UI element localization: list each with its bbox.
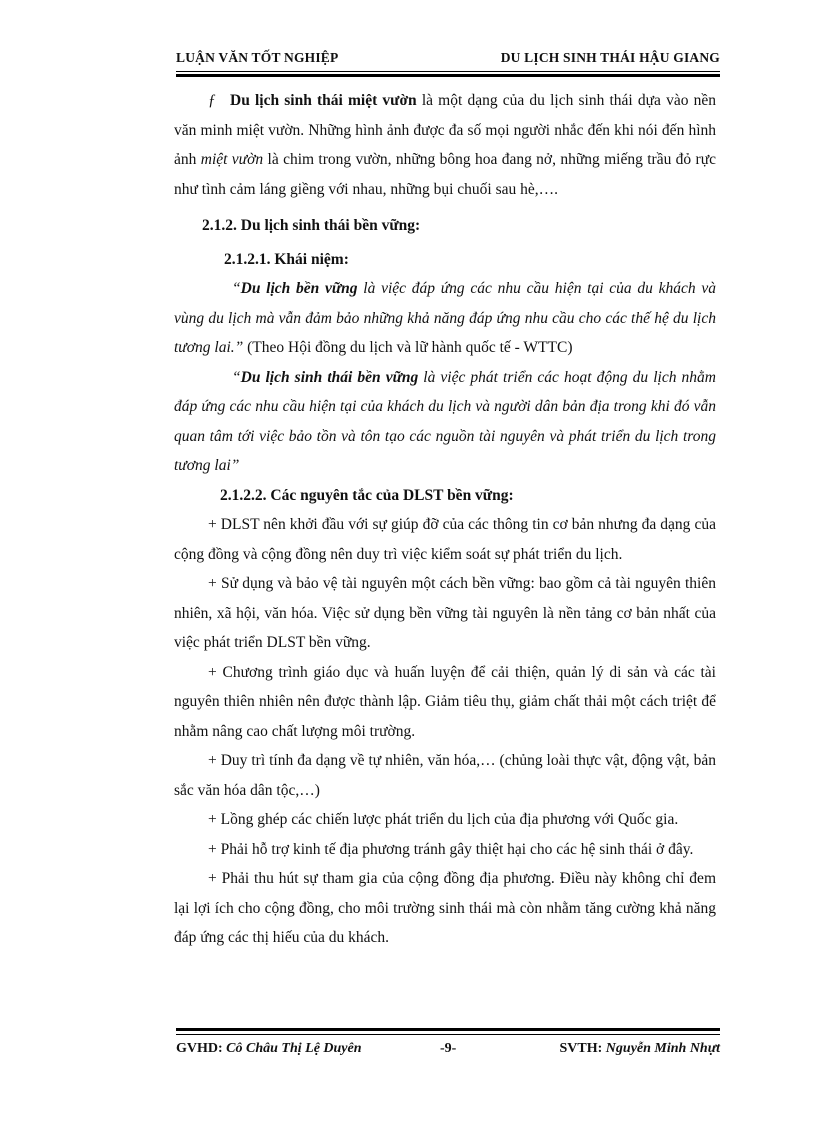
section-heading-2-1-2-2: 2.1.2.2. Các nguyên tắc của DLST bền vững: xyxy=(220,486,514,504)
principle-item: + Duy trì tính đa dạng về tự nhiên, văn hóa,… (chủng loài thực vật, động vật, bản sắc văn hóa dân tộc,…) xyxy=(174,752,716,799)
definition-source: (Theo Hội đồng du lịch và lữ hành quốc tế - WTTC) xyxy=(243,339,573,356)
principle-item: + Phải hỗ trợ kinh tế địa phương tránh gây thiệt hại cho các hệ sinh thái ở đây. xyxy=(208,840,694,858)
header-topic-title: DU LỊCH SINH THÁI HẬU GIANG xyxy=(500,50,720,65)
section-heading-2-1-2: 2.1.2. Du lịch sinh thái bền vững: xyxy=(202,217,421,234)
definition-sustainable-ecotourism xyxy=(174,363,716,481)
term-orchard-ecotourism: Du lịch sinh thái miệt vườn xyxy=(230,92,417,109)
term-miet-vuon: miệt vườn xyxy=(200,151,264,168)
advisor-label: GVHD: xyxy=(176,1041,227,1056)
footer-rule-thin xyxy=(176,1034,720,1035)
paragraph-text: là một dạng của du lịch sinh thái dựa vào nền văn minh miệt vườn. Những hình ảnh được đa số mọi người nhắc đến khi nói đến hình ảnh xyxy=(174,92,716,168)
footer-advisor xyxy=(176,1041,362,1057)
page-number: -9- xyxy=(440,1041,457,1056)
definition-sustainable-tourism xyxy=(174,274,716,363)
principle-item: + Sử dụng và bảo vệ tài nguyên một cách bền vững: bao gồm cả tài nguyên thiên nhiên, xã hội, văn hóa. Việc sử dụng bền vững tài nguyên là nền tảng cơ bản nhất của việc phát triển DLST bền vững. xyxy=(174,575,716,651)
section-heading-2-1-2-1: 2.1.2.1. Khái niệm: xyxy=(224,250,349,268)
principle-item: + Lồng ghép các chiến lược phát triển du lịch của địa phương với Quốc gia. xyxy=(208,811,679,828)
student-label: SVTH: xyxy=(559,1041,606,1056)
document-body xyxy=(174,86,716,953)
footer-student xyxy=(560,1041,721,1057)
header-rule-thin xyxy=(176,71,720,72)
student-name: Nguyễn Minh Nhựt xyxy=(605,1041,720,1056)
advisor-name: Cô Châu Thị Lệ Duyên xyxy=(226,1041,362,1056)
term-sustainable-ecotourism: Du lịch sinh thái bền vững xyxy=(240,368,419,386)
paragraph-text: là chim trong vườn, những bông hoa đang nở, những miếng trầu đỏ rực như tình cảm láng giềng với nhau, những bụi chuối sau hè,…. xyxy=(174,151,716,198)
header-rule-thick xyxy=(176,74,720,77)
footer-rule-thick xyxy=(176,1028,720,1031)
principle-item: + Phải thu hút sự tham gia của cộng đồng địa phương. Điều này không chỉ đem lại lợi ích cho cộng đồng, cho môi trường sinh thái mà còn nhằm tăng cường khả năng đáp ứng các thị hiếu của du khách. xyxy=(174,870,716,946)
quote-open-mark: “ xyxy=(232,368,241,386)
quote-open-mark: “ xyxy=(232,280,241,297)
definition-text: là việc phát triển các hoạt động du lịch nhằm đáp ứng các nhu cầu hiện tại của khách du lịch và người dân bản địa trong khi đó vẫn quan tâm tới việc bảo tồn và tôn tạo các nguồn tài nguyên và phát triển du lịch trong tương lai” xyxy=(174,368,716,474)
header-thesis-title: LUẬN VĂN TỐT NGHIỆP xyxy=(176,50,339,65)
paragraph-orchard-ecotourism xyxy=(174,86,716,204)
term-sustainable-tourism: Du lịch bền vững xyxy=(240,280,358,297)
principle-item: + Chương trình giáo dục và huấn luyện để cải thiện, quản lý di sản và các tài nguyên thiên nhiên nên được thành lập. Giảm tiêu thụ, giảm chất thải một cách triệt để nhằm nâng cao chất lượng môi trường. xyxy=(174,663,716,740)
bullet-symbol: ƒ xyxy=(208,92,216,109)
definition-text: là việc đáp ứng các nhu cầu hiện tại của du khách và vùng du lịch mà vẫn đảm bảo những khả năng đáp ứng nhu cầu cho các thế hệ du lịch tương lai.” xyxy=(174,280,716,356)
principle-item: + DLST nên khởi đầu với sự giúp đỡ của các thông tin cơ bản nhưng đa dạng của cộng đồng và cộng đồng nên duy trì việc kiểm soát sự phát triển du lịch. xyxy=(174,516,716,563)
